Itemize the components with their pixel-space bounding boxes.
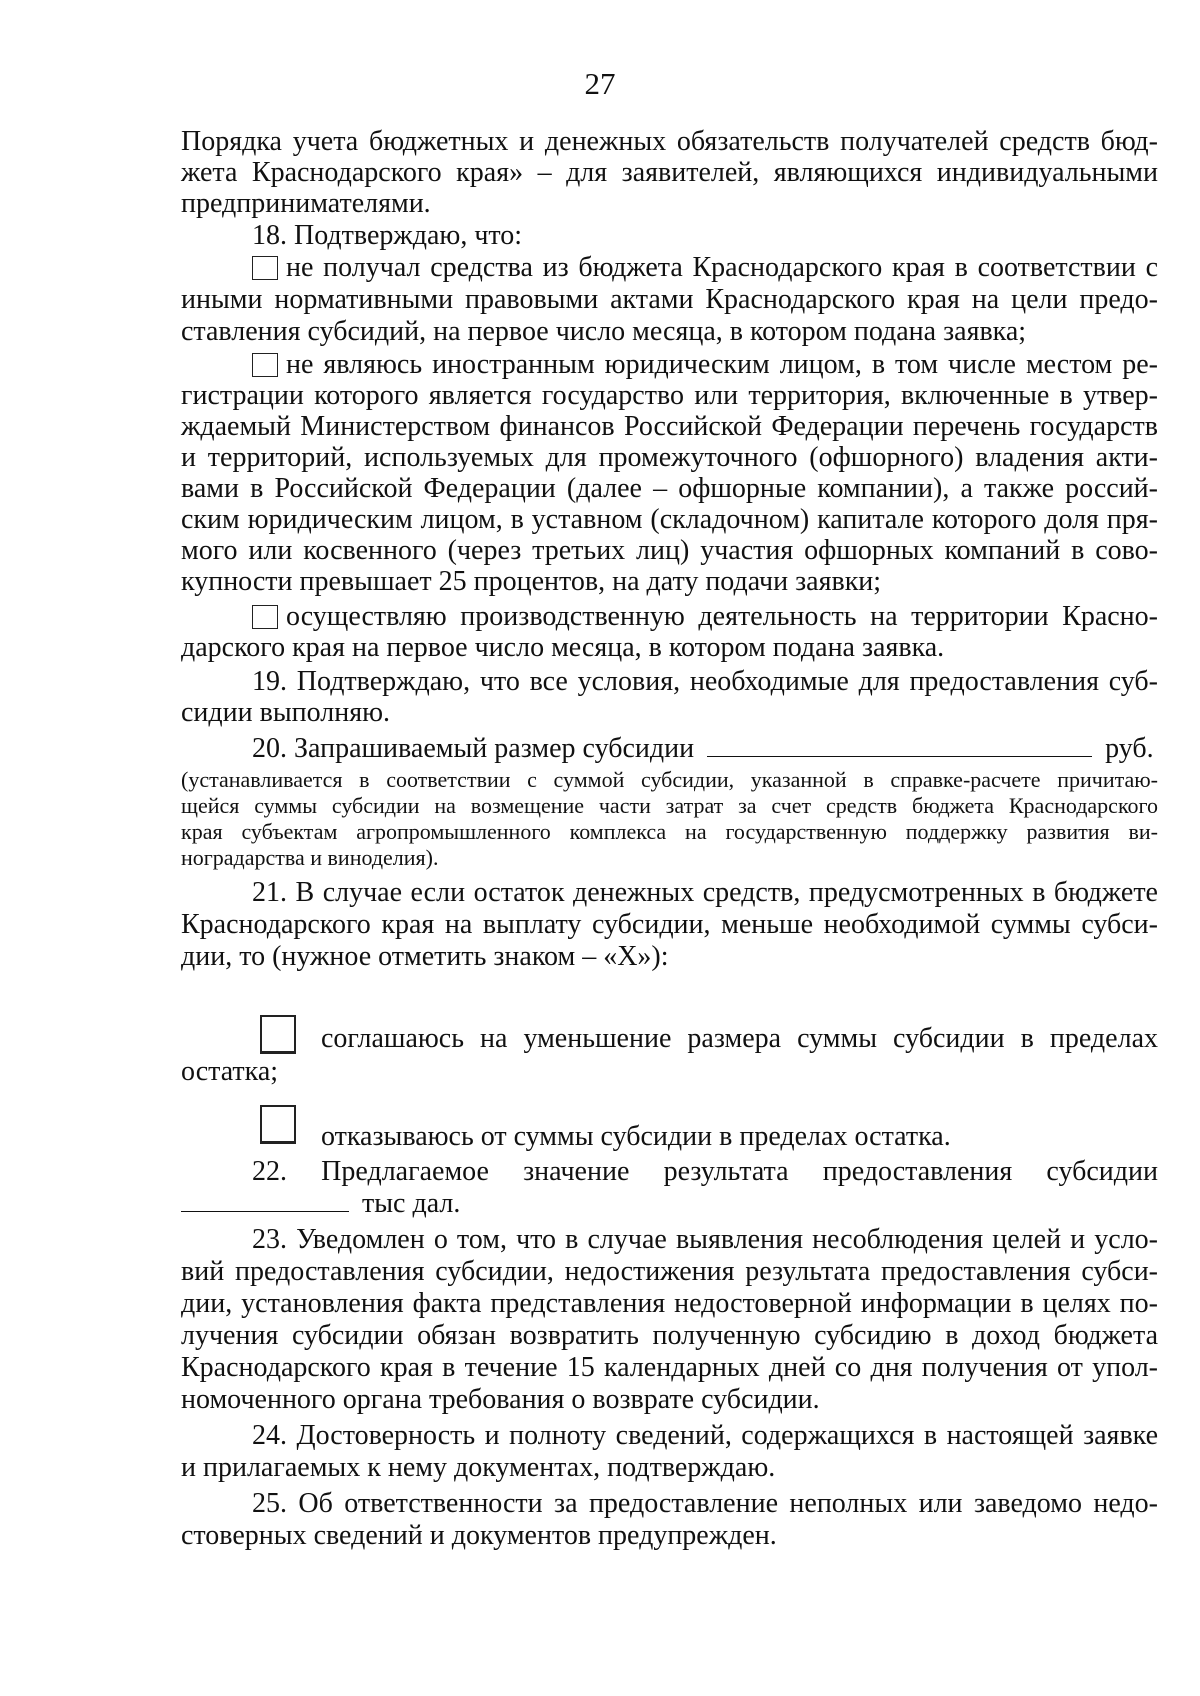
- text: не получал средства из бюджета Краснодарского края в соответствии с: [286, 252, 1158, 283]
- intro-line-3: предпринимателями.: [181, 188, 431, 219]
- checkbox-not-foreign-entity[interactable]: [252, 353, 278, 377]
- item-23-line-3: дии, установления факта представления недостоверной информации в целях по-: [181, 1288, 1158, 1319]
- item-22-line-1: 22. Предлагаемое значение результата предоставления субсидии: [252, 1156, 1158, 1187]
- item-19-line-1: 19. Подтверждаю, что все условия, необходимые для предоставления суб-: [252, 666, 1158, 697]
- option-agree-line-1: соглашаюсь на уменьшение размера суммы субсидии в пределах: [321, 1023, 1158, 1054]
- item-18-option-1-line-2: иными нормативными правовыми актами Краснодарского края на цели предо-: [181, 284, 1158, 315]
- checkbox-no-funds[interactable]: [252, 256, 278, 280]
- item-20-note-line-3: края субъектам агропромышленного комплекса на государственную поддержку развития ви-: [181, 819, 1158, 844]
- item-20-line: [252, 733, 1158, 765]
- checkbox-refuse-subsidy[interactable]: [260, 1105, 296, 1144]
- item-25-line-2: стоверных сведений и документов предупрежден.: [181, 1520, 777, 1551]
- item-18-option-1-line-1: [252, 252, 1158, 284]
- item-18-option-3-line-2: дарского края на первое число месяца, в котором подана заявка.: [181, 632, 945, 663]
- option-refuse: отказываюсь от суммы субсидии в пределах остатка.: [321, 1121, 951, 1152]
- item-21-line-2: Краснодарского края на выплату субсидии, меньше необходимой суммы субси-: [181, 909, 1158, 940]
- page-number: 27: [584, 66, 616, 101]
- item-18-option-1-line-3: ставления субсидий, на первое число месяца, в котором подана заявка;: [181, 316, 1027, 347]
- result-value-unit: тыс дал.: [362, 1188, 461, 1219]
- intro-line-1: Порядка учета бюджетных и денежных обязательств получателей средств бюд-: [181, 126, 1158, 157]
- item-18-option-2-line-2: гистрации которого является государство или территория, включенные в утвер-: [181, 380, 1158, 411]
- item-23-line-2: вий предоставления субсидии, недостижения результата предоставления субси-: [181, 1256, 1158, 1287]
- result-value-field[interactable]: [181, 1189, 349, 1212]
- checkbox-agree-reduction[interactable]: [260, 1015, 296, 1054]
- item-20-note-line-2: щейся суммы субсидии на возмещение части затрат за счет средств бюджета Краснодарского: [181, 793, 1158, 818]
- item-18-option-2-line-7: мого или косвенного (через третьих лиц) участия офшорных компаний в сово-: [181, 535, 1158, 566]
- subsidy-amount-field[interactable]: [707, 734, 1092, 757]
- item-18-heading: 18. Подтверждаю, что:: [252, 220, 523, 251]
- item-24-line-1: 24. Достоверность и полноту сведений, содержащихся в настоящей заявке: [252, 1420, 1158, 1451]
- item-23-line-1: 23. Уведомлен о том, что в случае выявления несоблюдения целей и усло-: [252, 1224, 1158, 1255]
- item-23-line-4: лучения субсидии обязан возвратить полученную субсидию в доход бюджета: [181, 1320, 1158, 1351]
- item-18-option-2-line-8: купности превышает 25 процентов, на дату подачи заявки;: [181, 566, 882, 597]
- item-20-note-line-4: ноградарства и виноделия).: [181, 845, 439, 870]
- item-23-line-6: номоченного органа требования о возврате субсидии.: [181, 1384, 820, 1415]
- item-21-line-1: 21. В случае если остаток денежных средств, предусмотренных в бюджете: [252, 877, 1158, 908]
- item-19-line-2: сидии выполняю.: [181, 697, 391, 728]
- subsidy-amount-label: 20. Запрашиваемый размер субсидии: [252, 733, 695, 764]
- intro-line-2: жета Краснодарского края» – для заявителей, являющихся индивидуальными: [181, 157, 1158, 188]
- text: не являюсь иностранным юридическим лицом, в том числе местом ре-: [286, 349, 1158, 380]
- item-18-option-3-line-1: [252, 601, 1158, 633]
- option-agree-line-2: остатка;: [181, 1056, 279, 1087]
- item-25-line-1: 25. Об ответственности за предоставление неполных или заведомо недо-: [252, 1488, 1158, 1519]
- item-24-line-2: и прилагаемых к нему документах, подтверждаю.: [181, 1452, 776, 1483]
- subsidy-amount-unit: руб.: [1105, 733, 1154, 764]
- item-18-option-2-line-6: ским юридическим лицом, в уставном (складочном) капитале которого доля пря-: [181, 504, 1158, 535]
- item-18-option-2-line-3: ждаемый Министерством финансов Российской Федерации перечень государств: [181, 411, 1158, 442]
- item-18-option-2-line-4: и территорий, используемых для промежуточного (офшорного) владения акти-: [181, 442, 1158, 473]
- item-22-line-2: [181, 1188, 1158, 1220]
- checkbox-production-activity[interactable]: [252, 605, 278, 629]
- item-18-option-2-line-1: [252, 349, 1158, 381]
- item-20-note-line-1: (устанавливается в соответствии с суммой субсидии, указанной в справке-расчете причитаю-: [181, 767, 1158, 792]
- item-23-line-5: Краснодарского края в течение 15 календарных дней со дня получения от упол-: [181, 1352, 1158, 1383]
- item-21-line-3: дии, то (нужное отметить знаком – «X»):: [181, 941, 669, 972]
- text: осуществляю производственную деятельность на территории Красно-: [286, 601, 1158, 632]
- item-18-option-2-line-5: вами в Российской Федерации (далее – офшорные компании), а также россий-: [181, 473, 1158, 504]
